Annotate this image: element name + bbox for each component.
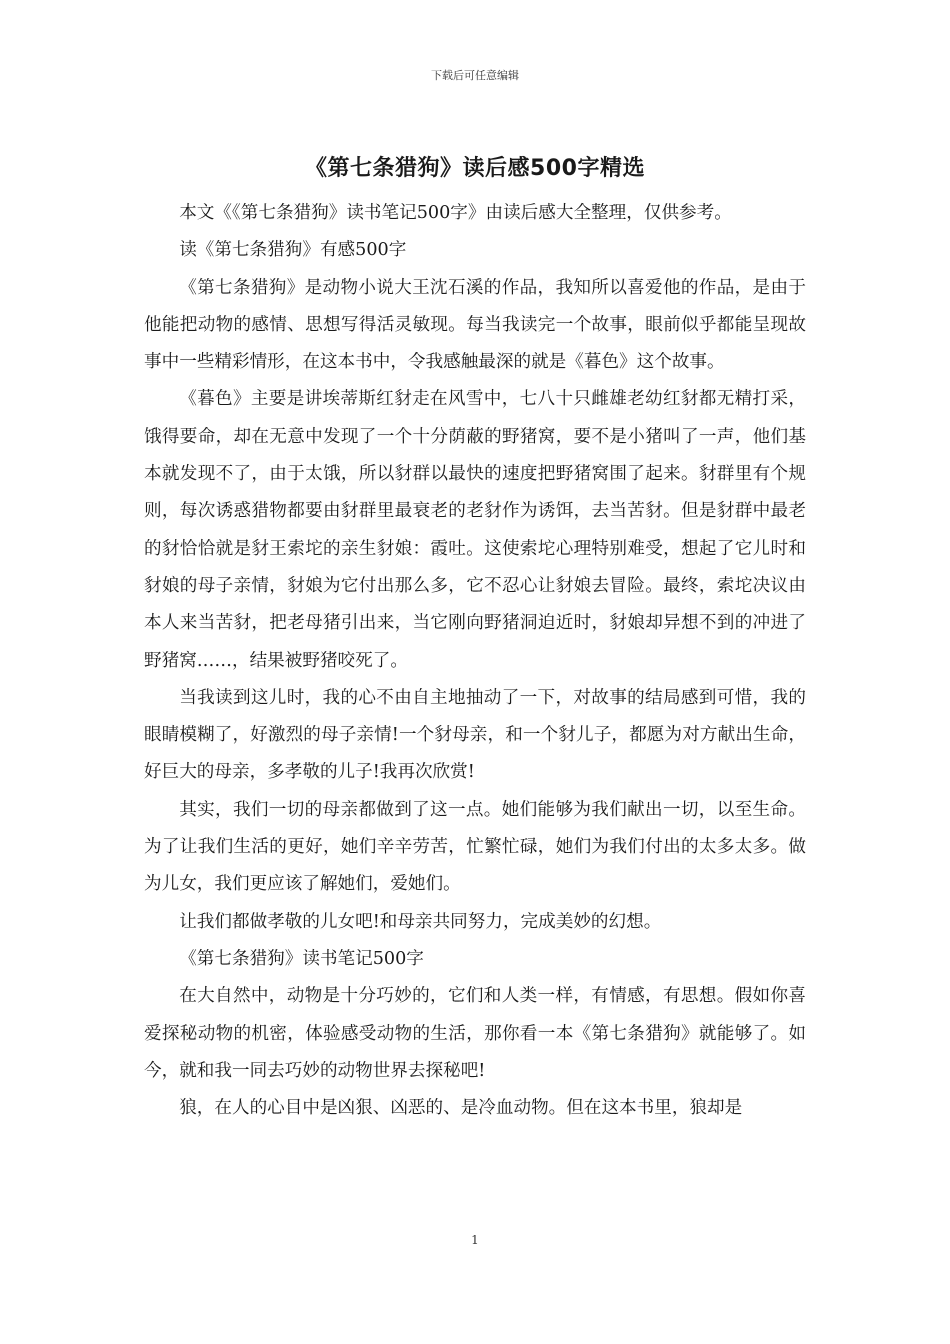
paragraph: 在大自然中，动物是十分巧妙的，它们和人类一样，有情感，有思想。假如你喜爱探秘动物的机密，体验感受动物的生活，那你看一本《第七条猎狗》就能够了。如今，就和我一同去巧妙的动物世界去探秘吧! — [144, 986, 806, 1081]
document-body — [144, 195, 806, 1127]
section-heading-1: 读《第七条猎狗》有感500字 — [179, 240, 407, 261]
paragraph: 《第七条猎狗》是动物小说大王沈石溪的作品，我知所以喜爱他的作品，是由于他能把动物的感情、思想写得活灵敏现。每当我读完一个故事，眼前似乎都能呈现故事中一些精彩情形，在这本书中，令我感触最深的就是《暮色》这个故事。 — [144, 277, 806, 373]
document-title: 《第七条猎狗》读后感500字精选 — [305, 156, 645, 181]
paragraph-intro: 本文《《第七条猎狗》读书笔记500字》由读后感大全整理，仅供参考。 — [179, 203, 732, 223]
paragraph: 狼，在人的心目中是凶狠、凶恶的、是冷血动物。但在这本书里，狼却是 — [179, 1098, 743, 1119]
paragraph: 让我们都做孝敬的儿女吧!和母亲共同努力，完成美妙的幻想。 — [179, 911, 662, 932]
page-header-note: 下载后可任意编辑 — [431, 69, 519, 82]
paragraph: 其实，我们一切的母亲都做到了这一点。她们能够为我们献出一切，以至生命。为了让我们生活的更好，她们辛辛劳苦，忙繁忙碌，她们为我们付出的太多太多。做为儿女，我们更应该了解她们，爱她们。 — [144, 799, 806, 895]
paragraph: 《暮色》主要是讲埃蒂斯红豺走在风雪中，七八十只雌雄老幼红豺都无精打采，饿得要命，却在无意中发现了一个十分荫蔽的野猪窝，要不是小猪叫了一声，他们基本就发现不了，由于太饿，所以豺群以最快的速度把野猪窝围了起来。豺群里有个规则，每次诱惑猎物都要由豺群里最衰老的老豺作为诱饵，去当苦豺。但是豺群中最老的豺恰恰就是豺王索坨的亲生豺娘：霞吐。这使索坨心理特别难受，想起了它儿时和豺娘的母子亲情，豺娘为它付出那么多，它不忍心让豺娘去冒险。最终，索坨决议由本人来当苦豺，把老母猪引出来，当它刚向野猪洞迫近时，豺娘却异想不到的冲进了野猪窝……，结果被野猪咬死了。 — [144, 389, 806, 671]
paragraph: 当我读到这儿时，我的心不由自主地抽动了一下，对故事的结局感到可惜，我的眼睛模糊了，好激烈的母子亲情!一个豺母亲，和一个豺儿子，都愿为对方献出生命，好巨大的母亲，多孝敬的儿子!我再次欣赏! — [144, 687, 806, 783]
section-heading-2: 《第七条猎狗》读书笔记500字 — [179, 948, 424, 969]
page-number: 1 — [471, 1233, 479, 1247]
